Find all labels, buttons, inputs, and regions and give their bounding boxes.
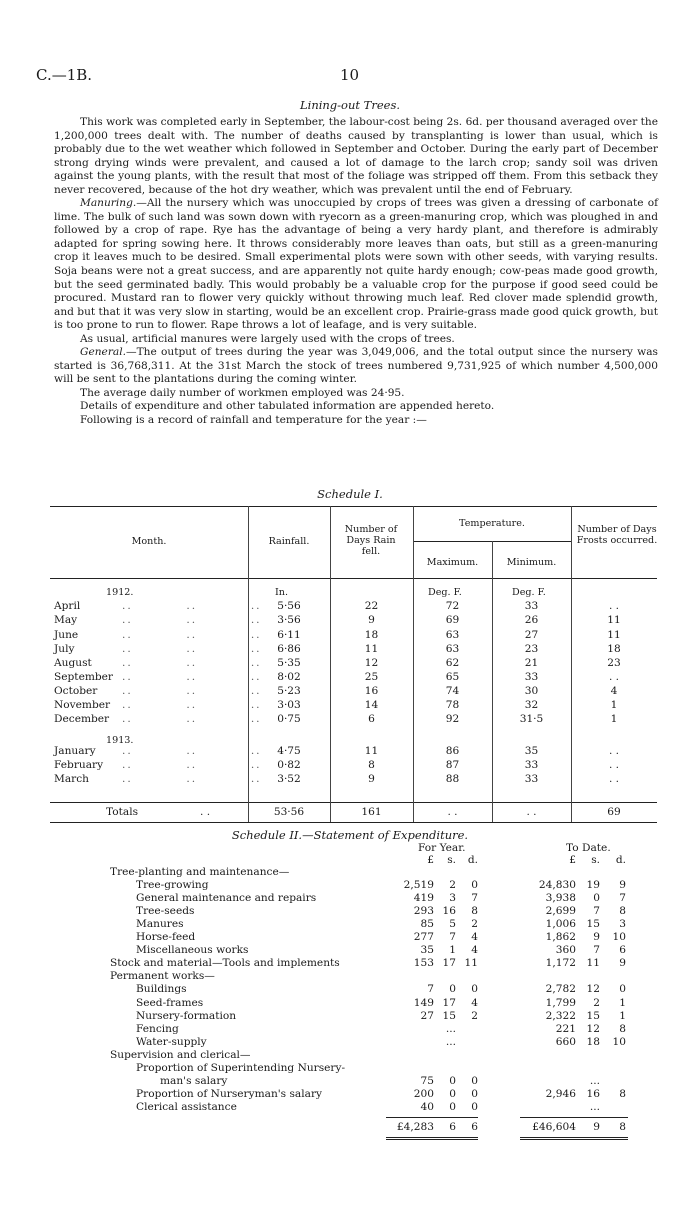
year-pounds: 7 (427, 983, 434, 996)
leader-dots: .. .. .. (122, 629, 262, 641)
leader-dots: .. .. .. (122, 657, 262, 669)
cell-frost: 11 (607, 629, 621, 641)
cell-frost: . . (608, 671, 620, 683)
paragraph-details: Details of expenditure and other tabulated information are appended hereto. (80, 400, 495, 413)
month-label: September (54, 671, 113, 683)
date-shillings: 9 (593, 931, 600, 944)
general-heading: General. (80, 346, 126, 359)
expenditure-label: Nursery-formation (136, 1009, 237, 1022)
schedule-2-title: Schedule II.—Statement of Expenditure. (231, 828, 469, 842)
year-shillings: 3 (449, 892, 456, 905)
expenditure-label: Water-supply (136, 1035, 207, 1048)
for-year-heading: For Year. (418, 842, 466, 854)
year-total-rule (386, 1117, 478, 1118)
paragraph-lining-out: This work was completed early in September, the labour-cost being 2s. 6d. per thousand averaged over the 1,200,000 trees dealt with. The number of deaths caused by transplanting is lower than usual, which is probably due to the wet weather which followed in September and October. During the early part of December strong drying winds were prevalent, and caused a lot of damage to the larch crop; sandy soil was driven against the young plants, with the result that most of the foliage was stripped off them. From this setback they never recovered, because of the hot dry weather, which was prevalent until the end of February. (54, 116, 658, 196)
table-header-rule (50, 578, 657, 579)
month-label: June (54, 629, 79, 641)
year-pounds: 293 (413, 905, 434, 918)
month-label: July (54, 643, 75, 655)
cell-days: 9 (368, 773, 375, 785)
cell-max: 78 (445, 699, 460, 711)
cell-frost: 18 (607, 643, 621, 655)
totals-dots: . . (200, 806, 211, 818)
year-pence: 11 (464, 957, 478, 970)
year-shillings: 0 (449, 983, 456, 996)
date-shillings: 11 (586, 957, 600, 970)
date-pence: 0 (619, 983, 626, 996)
unit-min: Deg. F. (512, 587, 546, 598)
cell-rain: 6·86 (277, 643, 301, 655)
cell-min: 33 (524, 600, 539, 612)
leader-dots: .. .. .. (122, 685, 262, 697)
date-pounds: 24,830 (538, 879, 576, 892)
cell-rain: 0·75 (277, 713, 301, 725)
year-pence: 8 (471, 905, 478, 918)
pound-year: £ (427, 854, 434, 866)
expenditure-label: Seed-frames (136, 996, 204, 1009)
cell-min: 26 (524, 614, 539, 626)
date-pence: 3 (619, 918, 626, 931)
date-pounds: 221 (555, 1022, 576, 1035)
cell-frost: 11 (607, 614, 621, 626)
expenditure-label: Clerical assistance (136, 1100, 237, 1113)
col-rain-days: Number of Days Rain fell. (344, 524, 398, 557)
date-pounds: 2,699 (545, 905, 576, 918)
month-label: August (54, 657, 92, 669)
year-pence: 0 (471, 1100, 478, 1113)
year-pence: 2 (471, 1009, 478, 1022)
year-shillings: ... (445, 1035, 456, 1048)
cell-max: 65 (445, 671, 460, 683)
cell-min: 33 (524, 773, 539, 785)
pence-date: d. (615, 854, 626, 866)
year-pence: 0 (471, 879, 478, 892)
date-shillings: 19 (586, 879, 600, 892)
cell-max: 86 (445, 745, 460, 757)
leader-dots: .. .. .. (122, 713, 262, 725)
date-pounds: 1,006 (545, 918, 576, 931)
date-shillings: 7 (593, 905, 600, 918)
year-shillings: 0 (449, 1100, 456, 1113)
expenditure-label: Tree-growing (136, 879, 209, 892)
section-title: Lining-out Trees. (300, 98, 400, 112)
cell-rain: 5·35 (277, 657, 301, 669)
date-shillings: 12 (586, 983, 600, 996)
year-1913: 1913. (106, 735, 134, 746)
year-pounds: 277 (413, 931, 434, 944)
cell-min: 27 (524, 629, 539, 641)
cell-min: 30 (524, 685, 539, 697)
date-shillings: 12 (586, 1022, 600, 1035)
expenditure-label: Stock and material—Tools and implements (110, 957, 340, 970)
col-rainfall: Rainfall. (268, 536, 310, 547)
totals-max: . . (447, 806, 458, 818)
cell-rain: 5·56 (277, 600, 301, 612)
year-shillings: 0 (449, 1074, 456, 1087)
date-shillings: ... (589, 1074, 600, 1087)
date-pence: 9 (619, 879, 626, 892)
year-shillings: 17 (442, 957, 456, 970)
cell-days: 18 (364, 629, 379, 641)
leader-dots: .. .. .. (122, 643, 262, 655)
schedule-1-title: Schedule I. (317, 487, 383, 501)
cell-rain: 6·11 (277, 629, 301, 641)
year-pounds: 35 (420, 944, 434, 957)
date-pounds: 1,172 (545, 957, 576, 970)
shill-date: s. (591, 854, 600, 866)
col-temperature: Temperature. (459, 518, 525, 529)
leader-dots: .. .. .. (122, 671, 262, 683)
cell-days: 9 (368, 614, 375, 626)
year-pounds: 2,519 (403, 879, 434, 892)
date-pounds: 1,862 (545, 931, 576, 944)
year-shillings: 17 (442, 996, 456, 1009)
year-pounds: 85 (420, 918, 434, 931)
month-label: February (54, 759, 104, 771)
year-pence: 0 (471, 1074, 478, 1087)
cell-days: 16 (364, 685, 379, 697)
date-pounds: 2,782 (545, 983, 576, 996)
paragraph-general: General.—The output of trees during the year was 3,049,006, and the total output since the nursery was started is 36,768,311. At the 31st March the stock of trees numbered 9,731,925 of which number 4,500,000 will be sent to the plantations during the coming winter. (54, 346, 658, 386)
cell-days: 8 (368, 759, 375, 771)
date-shillings: ... (589, 1100, 600, 1113)
month-label: January (54, 745, 96, 757)
total-date-shillings: 9 (593, 1121, 600, 1133)
year-pounds: 27 (420, 1009, 434, 1022)
date-pence: 8 (619, 1022, 626, 1035)
cell-frost: 1 (610, 699, 618, 711)
totals-label: Totals (106, 806, 139, 818)
date-total-rule (520, 1117, 628, 1118)
cell-rain: 5·23 (277, 685, 301, 697)
cell-max: 63 (445, 629, 460, 641)
year-pence: 4 (471, 996, 478, 1009)
unit-inches: In. (275, 587, 289, 598)
date-shillings: 15 (586, 1009, 600, 1022)
year-shillings: 5 (449, 918, 456, 931)
expenditure-label: Miscellaneous works (136, 944, 249, 957)
year-shillings: 16 (442, 905, 456, 918)
expenditure-label: Supervision and clerical— (110, 1048, 251, 1061)
cell-frost: . . (608, 759, 620, 771)
expenditure-label: Fencing (136, 1022, 179, 1035)
totals-frost: 69 (607, 806, 621, 818)
cell-min: 35 (524, 745, 539, 757)
date-pence: 10 (612, 931, 626, 944)
cell-max: 74 (445, 685, 460, 697)
cell-min: 33 (524, 759, 539, 771)
year-pence: 0 (471, 983, 478, 996)
date-shillings: 0 (593, 892, 600, 905)
cell-max: 72 (445, 600, 460, 612)
totals-rule (50, 802, 657, 803)
manuring-heading: Manuring. (80, 197, 137, 210)
cell-frost: 1 (610, 713, 618, 725)
cell-rain: 3·56 (277, 614, 301, 626)
year-pence: 2 (471, 918, 478, 931)
leader-dots: .. .. .. (122, 745, 262, 757)
cell-max: 62 (445, 657, 460, 669)
unit-max: Deg. F. (428, 587, 462, 598)
cell-min: 33 (524, 671, 539, 683)
cell-days: 11 (364, 745, 379, 757)
expenditure-label: General maintenance and repairs (136, 892, 317, 905)
year-pounds: 149 (413, 996, 434, 1009)
expenditure-label: Horse-feed (136, 931, 196, 944)
totals-min: . . (526, 806, 537, 818)
date-pence: 1 (619, 1009, 626, 1022)
date-pounds: 2,322 (545, 1009, 576, 1022)
cell-frost: . . (608, 745, 620, 757)
date-pounds: 2,946 (545, 1087, 576, 1100)
cell-min: 32 (524, 699, 539, 711)
month-label: December (54, 713, 110, 725)
page-number: 10 (340, 66, 360, 84)
cell-frost: . . (608, 773, 620, 785)
cell-rain: 8·02 (277, 671, 301, 683)
expenditure-label: Buildings (136, 983, 187, 996)
leader-dots: .. .. .. (122, 773, 262, 785)
year-pence: 0 (471, 1087, 478, 1100)
cell-min: 23 (524, 643, 539, 655)
cell-rain: 4·75 (277, 745, 301, 757)
cell-days: 12 (364, 657, 379, 669)
year-shillings: 15 (442, 1009, 456, 1022)
report-reference: C.—1B. (36, 66, 93, 84)
month-label: March (54, 773, 89, 785)
cell-max: 88 (445, 773, 460, 785)
date-pence: 1 (619, 996, 626, 1009)
total-year-shillings: 6 (449, 1121, 456, 1133)
date-pounds: 1,799 (545, 996, 576, 1009)
date-pence: 9 (619, 957, 626, 970)
col-frosts: Number of Days Frosts occurred. (576, 524, 658, 546)
date-pence: 6 (619, 944, 626, 957)
paragraph-workmen: The average daily number of workmen employed was 24·95. (80, 386, 405, 399)
cell-max: 87 (445, 759, 460, 771)
col-minimum: Minimum. (506, 557, 557, 568)
month-label: April (54, 600, 81, 612)
date-shillings: 15 (586, 918, 600, 931)
year-pounds: 200 (413, 1087, 434, 1100)
month-label: May (54, 614, 78, 626)
expenditure-label: man's salary (160, 1074, 228, 1087)
cell-rain: 3·52 (277, 773, 301, 785)
to-date-heading: To Date. (566, 842, 611, 854)
month-label: October (54, 685, 98, 697)
year-pence: 4 (471, 944, 478, 957)
totals-days: 161 (361, 806, 382, 818)
year-pounds: 419 (413, 892, 434, 905)
year-pounds: 75 (420, 1074, 434, 1087)
shill-year: s. (447, 854, 456, 866)
paragraph-following: Following is a record of rainfall and temperature for the year :— (80, 414, 427, 427)
year-pounds: 40 (420, 1100, 434, 1113)
year-pounds: 153 (413, 957, 434, 970)
date-shillings: 16 (586, 1087, 600, 1100)
total-year-pence: 6 (471, 1121, 478, 1133)
paragraph-manuring: Manuring.—All the nursery which was unoccupied by crops of trees was given a dressing of carbonate of lime. The bulk of such land was sown down with ryecorn as a green-manuring crop, which was ploughed in and followed by a crop of rape. Rye has the advantage of being a very hardy plant, and therefore is admirably adapted for spring sowing here. It throws considerably more leaves than oats, but still as a green-manuring crop it leaves much to be desired. Small experimental plots were sown with other seeds, with varying results. Soja beans were not a great success, and are apparently not quite hardy enough; cow-peas made good growth, but the seed germinated badly. This would probably be a valuable crop for the purpose if good seed could be procured. Mustard ran to flower very quickly without throwing much leaf. Red clover made splendid growth, and but that it was very slow in starting, would be an excellent crop. Prairie-grass made good quick growth, but is too prone to run to flower. Rape throws a lot of leafage, and is very suitable. (54, 197, 658, 332)
table-top-rule (50, 506, 657, 507)
paragraph-manures: As usual, artificial manures were largely used with the crops of trees. (80, 332, 455, 345)
expenditure-label: Tree-seeds (136, 905, 195, 918)
date-pounds: 3,938 (545, 892, 576, 905)
col-month: Month. (131, 536, 167, 547)
expenditure-label: Permanent works— (110, 970, 215, 983)
expenditure-label: Tree-planting and maintenance— (110, 866, 290, 878)
cell-min: 31·5 (519, 713, 544, 725)
year-shillings: ... (445, 1022, 456, 1035)
date-pounds: 660 (555, 1035, 576, 1048)
table-bottom-rule (50, 822, 657, 823)
total-date-pence: 8 (619, 1121, 626, 1133)
date-pence: 10 (612, 1035, 626, 1048)
date-pence: 8 (619, 1087, 626, 1100)
year-shillings: 0 (449, 1087, 456, 1100)
pence-year: d. (467, 854, 478, 866)
leader-dots: .. .. .. (122, 614, 262, 626)
cell-rain: 3·03 (277, 699, 301, 711)
year-shillings: 1 (449, 944, 456, 957)
leader-dots: .. .. .. (122, 600, 262, 612)
cell-days: 14 (364, 699, 379, 711)
date-shillings: 2 (593, 996, 600, 1009)
cell-max: 92 (445, 713, 460, 725)
cell-days: 11 (364, 643, 379, 655)
month-label: November (54, 699, 111, 711)
body-text (54, 116, 658, 428)
expenditure-label: Proportion of Superintending Nursery- (136, 1061, 346, 1074)
cell-max: 69 (445, 614, 460, 626)
leader-dots: .. .. .. (122, 759, 262, 771)
date-pounds: 360 (555, 944, 576, 957)
leader-dots: .. .. .. (122, 699, 262, 711)
expenditure-label: Manures (136, 918, 184, 931)
cell-rain: 0·82 (277, 759, 301, 771)
date-shillings: 7 (593, 944, 600, 957)
totals-rain: 53·56 (273, 806, 305, 818)
cell-days: 6 (368, 713, 375, 725)
total-year-pounds: £4,283 (396, 1121, 434, 1133)
date-pence: 7 (619, 892, 626, 905)
year-shillings: 7 (449, 931, 456, 944)
date-shillings: 18 (586, 1035, 600, 1048)
total-date-pounds: £46,604 (532, 1121, 576, 1133)
year-shillings: 2 (449, 879, 456, 892)
year-pence: 4 (471, 931, 478, 944)
cell-min: 21 (524, 657, 539, 669)
cell-frost: 4 (610, 685, 618, 697)
pound-date: £ (569, 854, 576, 866)
cell-frost: . . (608, 600, 620, 612)
col-maximum: Maximum. (426, 557, 479, 568)
cell-max: 63 (445, 643, 460, 655)
year-1912: 1912. (106, 587, 134, 598)
date-pence: 8 (619, 905, 626, 918)
year-pence: 7 (471, 892, 478, 905)
cell-days: 25 (364, 671, 379, 683)
cell-days: 22 (364, 600, 379, 612)
expenditure-label: Proportion of Nurseryman's salary (136, 1087, 322, 1100)
cell-frost: 23 (607, 657, 621, 669)
